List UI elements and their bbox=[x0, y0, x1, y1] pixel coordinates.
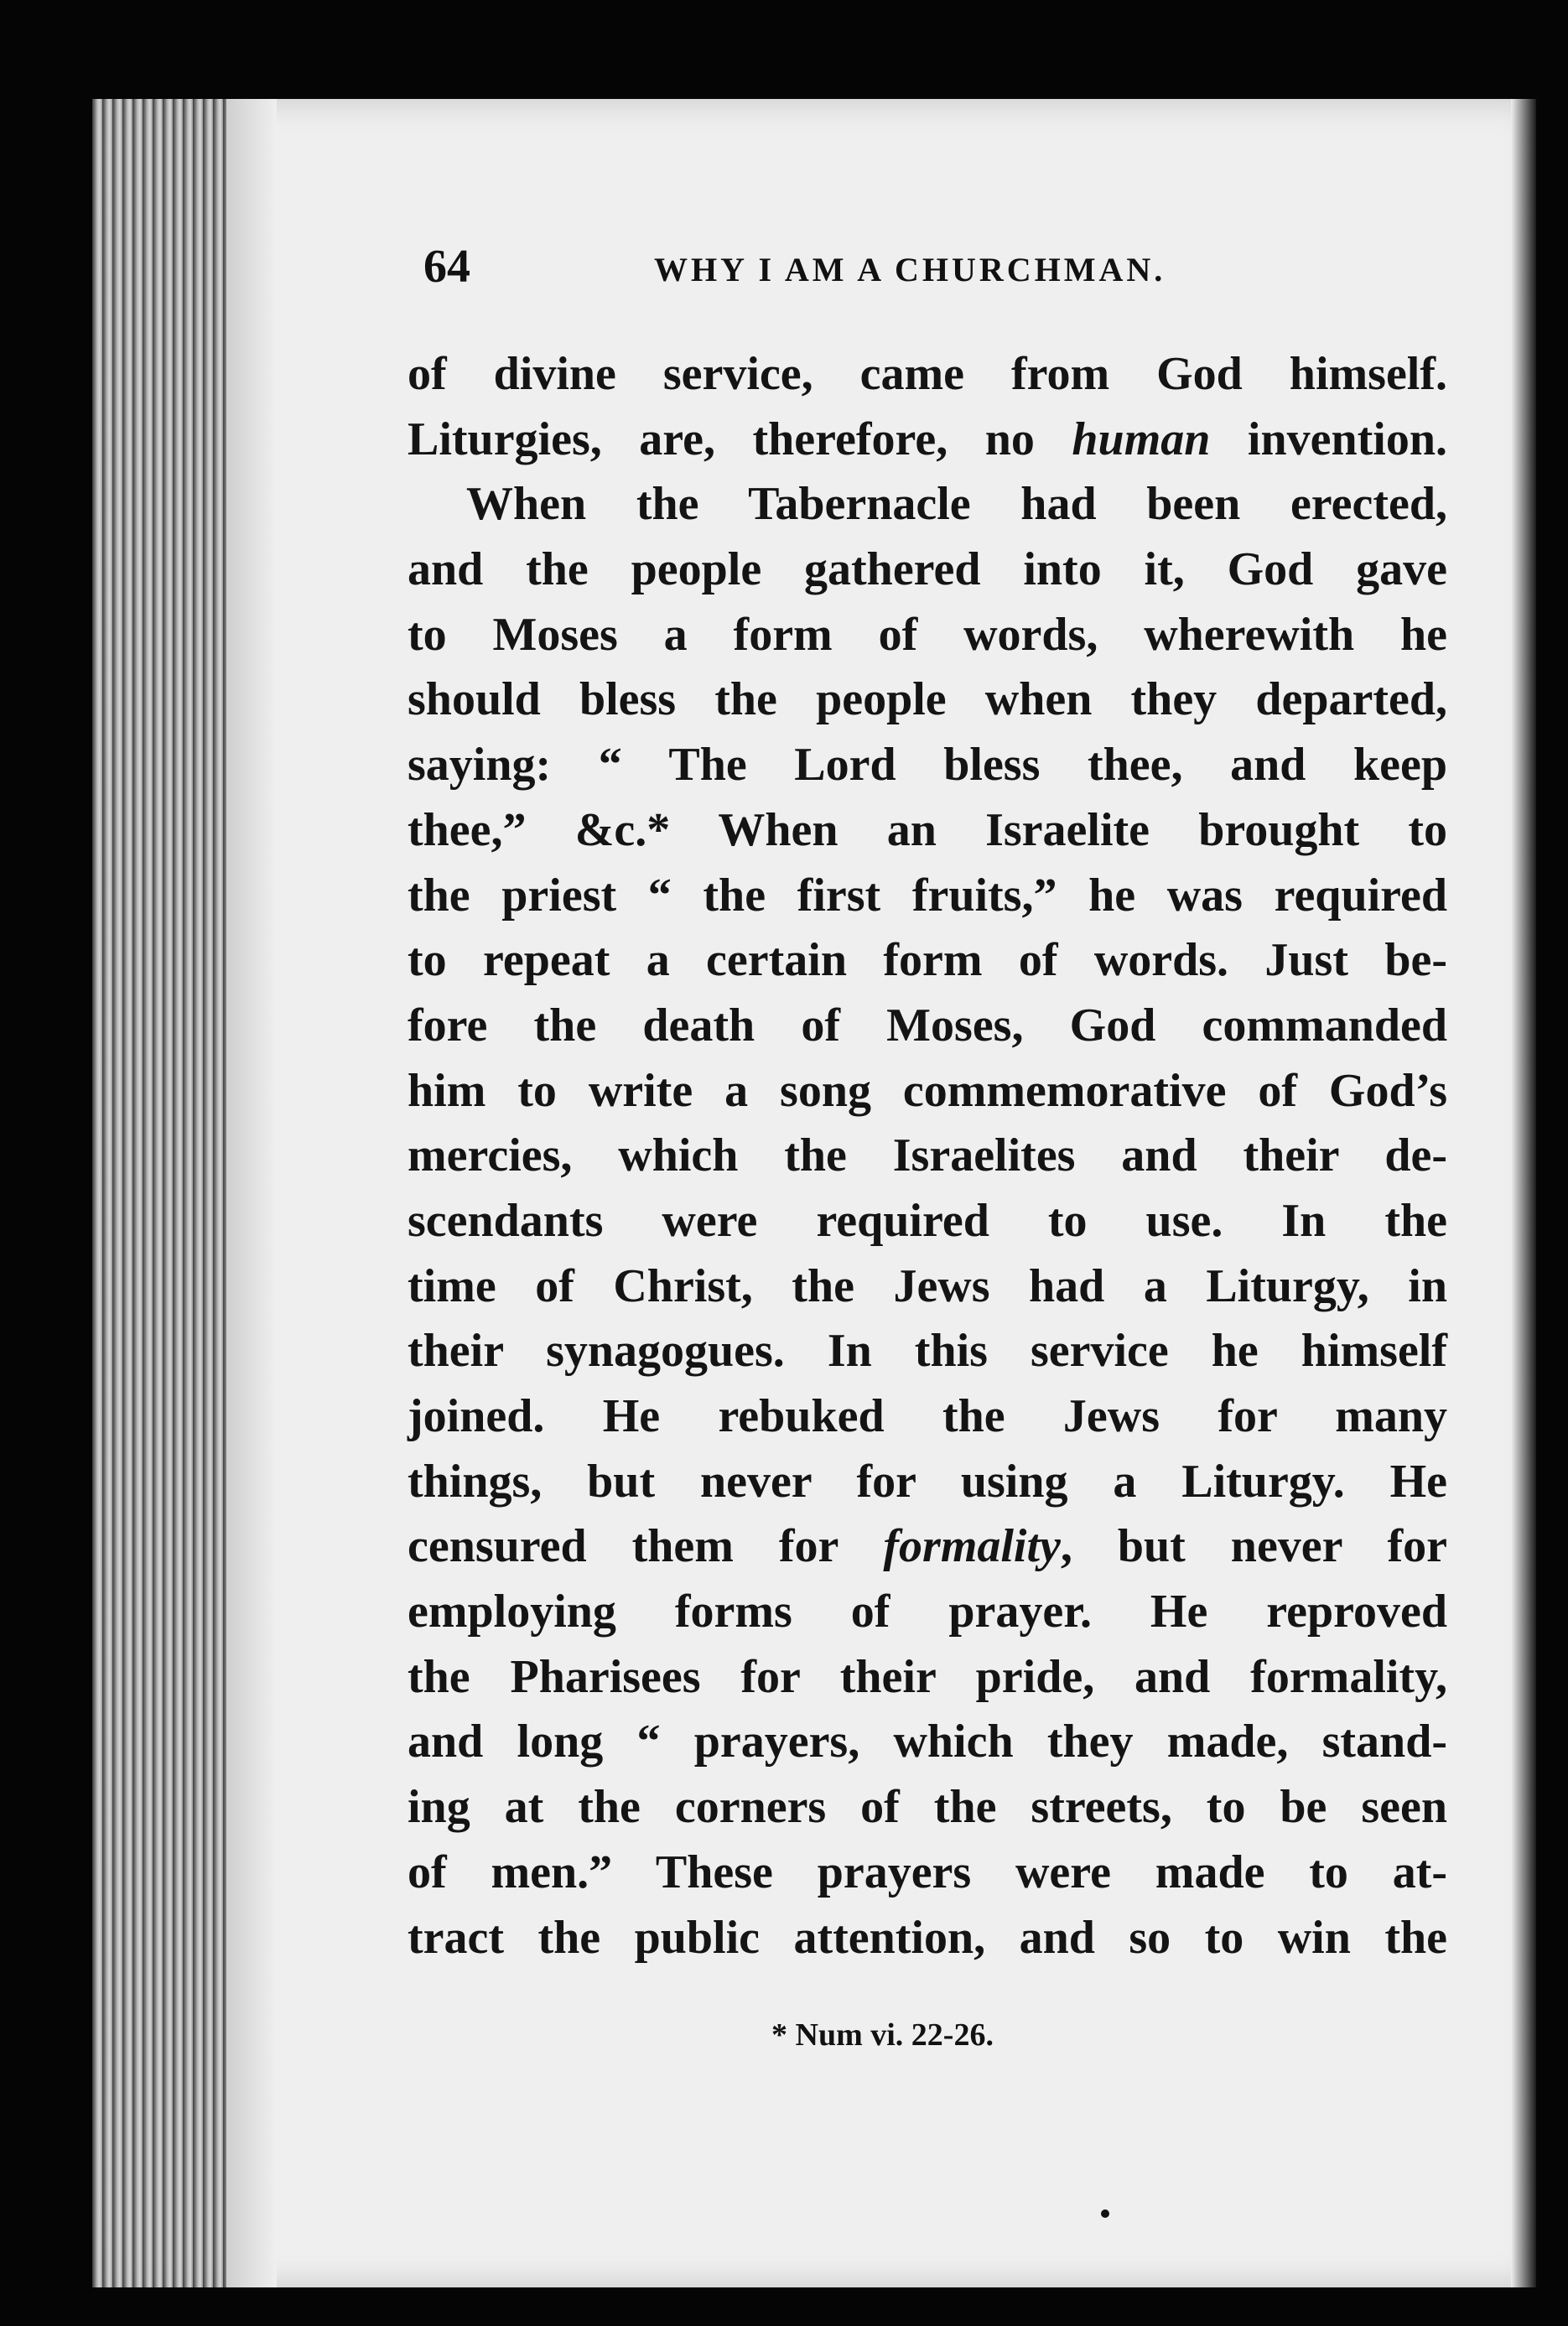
text-line bbox=[408, 798, 1447, 864]
text-line bbox=[408, 1906, 1447, 1971]
text-line bbox=[408, 603, 1447, 668]
line-text: to Moses a form of words, wherewith he bbox=[408, 608, 1447, 661]
line-text: the priest “ the first fruits,” he was required bbox=[408, 869, 1447, 922]
line-text: , but never for bbox=[1060, 1520, 1447, 1573]
footnote: * Num vi. 22-26. bbox=[771, 2017, 994, 2053]
running-title: WHY I AM A CHURCHMAN. bbox=[654, 251, 1166, 288]
line-text: and long “ prayers, which they made, stand- bbox=[408, 1716, 1447, 1768]
print-speck bbox=[1101, 2209, 1109, 2218]
line-text: invention. bbox=[1210, 413, 1447, 465]
text-line bbox=[408, 733, 1447, 798]
line-text: him to write a song commemorative of God’s bbox=[408, 1064, 1447, 1117]
text-line bbox=[408, 1254, 1447, 1320]
line-text: joined. He rebuked the Jews for many bbox=[408, 1390, 1447, 1442]
page-right-shadow bbox=[1511, 99, 1536, 2287]
body-text bbox=[408, 342, 1447, 1970]
text-line bbox=[408, 1775, 1447, 1841]
text-line bbox=[408, 1841, 1447, 1906]
text-line bbox=[408, 928, 1447, 994]
text-line bbox=[408, 994, 1447, 1059]
text-line bbox=[408, 1450, 1447, 1515]
text-line bbox=[408, 1384, 1447, 1450]
page-edge-stack bbox=[92, 99, 226, 2287]
line-text: When the Tabernacle had been erected, bbox=[466, 478, 1447, 531]
text-line bbox=[408, 1710, 1447, 1775]
text-line bbox=[408, 1514, 1447, 1580]
text-line bbox=[408, 342, 1447, 408]
line-text: of divine service, came from God himself. bbox=[408, 348, 1447, 400]
text-line bbox=[408, 408, 1447, 473]
text-line bbox=[408, 864, 1447, 929]
line-text: fore the death of Moses, God commanded bbox=[408, 999, 1447, 1051]
line-text: employing forms of prayer. He reproved bbox=[408, 1586, 1447, 1638]
page-edge-fade bbox=[226, 99, 277, 2287]
line-text: censured them for bbox=[408, 1520, 884, 1573]
text-line bbox=[408, 1124, 1447, 1189]
text-line bbox=[408, 472, 1447, 537]
line-text: and the people gathered into it, God gave bbox=[408, 543, 1447, 596]
line-text: time of Christ, the Jews had a Liturgy, in bbox=[408, 1259, 1447, 1312]
text-line bbox=[408, 1319, 1447, 1384]
text-line bbox=[408, 1059, 1447, 1124]
line-text: things, but never for using a Liturgy. He bbox=[408, 1455, 1447, 1508]
line-text: saying: “ The Lord bless thee, and keep bbox=[408, 739, 1447, 792]
line-text: the Pharisees for their pride, and formality, bbox=[408, 1650, 1447, 1703]
line-text: ing at the corners of the streets, to be seen bbox=[408, 1781, 1447, 1834]
line-text: scendants were required to use. In the bbox=[408, 1194, 1447, 1247]
text-line bbox=[408, 667, 1447, 733]
line-text: their synagogues. In this service he himself bbox=[408, 1325, 1447, 1378]
line-text: thee,” &c.* When an Israelite brought to bbox=[408, 803, 1447, 856]
line-text: tract the public attention, and so to win the bbox=[408, 1911, 1447, 1964]
emphasis-text: formality bbox=[883, 1520, 1061, 1573]
line-text: mercies, which the Israelites and their de- bbox=[408, 1129, 1447, 1182]
line-text: Liturgies, are, therefore, no bbox=[408, 413, 1072, 465]
emphasis-text: human bbox=[1072, 413, 1211, 465]
page-number: 64 bbox=[423, 241, 470, 293]
text-line bbox=[408, 1580, 1447, 1645]
line-text: to repeat a certain form of words. Just be- bbox=[408, 934, 1447, 987]
page-header bbox=[423, 240, 1430, 299]
line-text: of men.” These prayers were made to at- bbox=[408, 1846, 1447, 1898]
text-line bbox=[408, 537, 1447, 603]
text-line bbox=[408, 1189, 1447, 1254]
text-line bbox=[408, 1645, 1447, 1711]
line-text: should bless the people when they departed, bbox=[408, 673, 1447, 726]
